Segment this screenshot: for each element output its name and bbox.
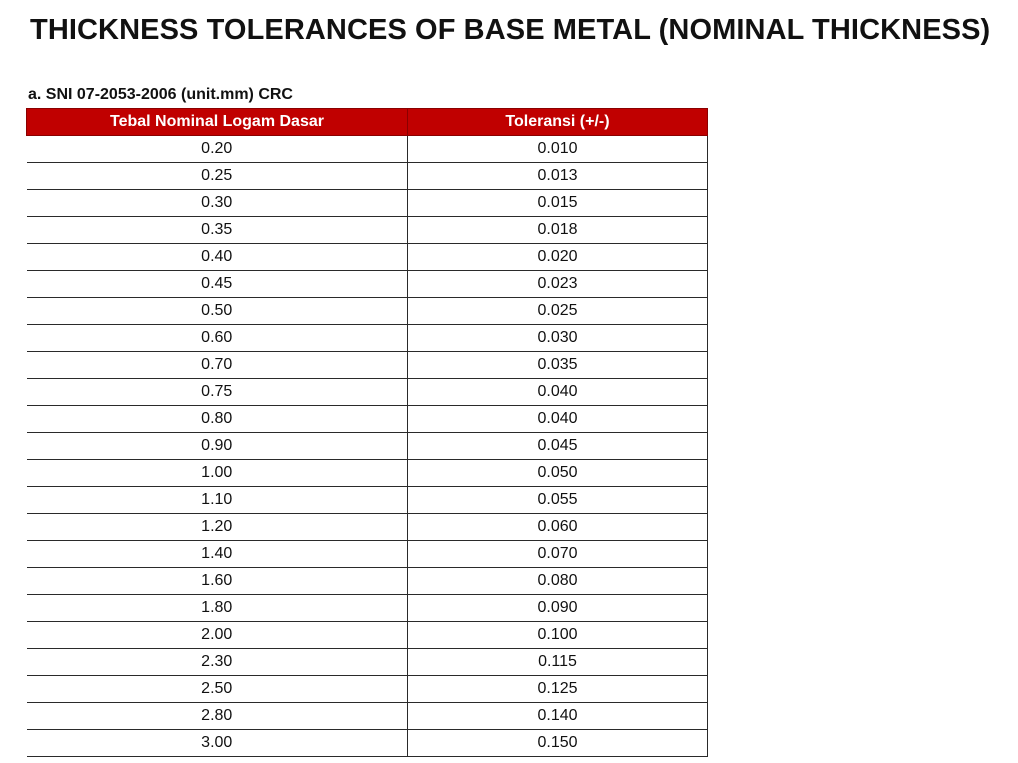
tolerance-cell: 0.150	[408, 730, 708, 757]
table-row	[27, 298, 708, 325]
table-body	[27, 136, 708, 757]
nominal-thickness-cell: 0.20	[27, 136, 408, 163]
tolerance-cell: 0.140	[408, 703, 708, 730]
tolerance-cell: 0.020	[408, 244, 708, 271]
table-row	[27, 514, 708, 541]
nominal-thickness-cell: 0.50	[27, 298, 408, 325]
header-tolerance: Toleransi (+/-)	[408, 109, 708, 136]
tolerance-cell: 0.050	[408, 460, 708, 487]
table-row	[27, 568, 708, 595]
nominal-thickness-cell: 2.00	[27, 622, 408, 649]
nominal-thickness-cell: 1.80	[27, 595, 408, 622]
table-row	[27, 271, 708, 298]
table-row	[27, 541, 708, 568]
tolerance-cell: 0.045	[408, 433, 708, 460]
table-row	[27, 163, 708, 190]
nominal-thickness-cell: 1.60	[27, 568, 408, 595]
tolerance-cell: 0.030	[408, 325, 708, 352]
tolerance-cell: 0.080	[408, 568, 708, 595]
tolerance-cell: 0.023	[408, 271, 708, 298]
table-row	[27, 676, 708, 703]
table-row	[27, 379, 708, 406]
table-row	[27, 190, 708, 217]
nominal-thickness-cell: 0.40	[27, 244, 408, 271]
tolerance-cell: 0.060	[408, 514, 708, 541]
nominal-thickness-cell: 2.30	[27, 649, 408, 676]
tolerance-cell: 0.040	[408, 406, 708, 433]
tolerance-cell: 0.115	[408, 649, 708, 676]
tolerance-cell: 0.055	[408, 487, 708, 514]
page-title: THICKNESS TOLERANCES OF BASE METAL (NOMINAL THICKNESS)	[30, 14, 991, 46]
tolerance-cell: 0.100	[408, 622, 708, 649]
table-row	[27, 730, 708, 757]
header-nominal-thickness: Tebal Nominal Logam Dasar	[27, 109, 408, 136]
table-row	[27, 136, 708, 163]
table-caption: a. SNI 07-2053-2006 (unit.mm) CRC	[28, 86, 293, 103]
tolerance-cell: 0.010	[408, 136, 708, 163]
table-row	[27, 325, 708, 352]
tolerance-cell: 0.035	[408, 352, 708, 379]
table-row	[27, 703, 708, 730]
table-row	[27, 433, 708, 460]
nominal-thickness-cell: 0.25	[27, 163, 408, 190]
table-row	[27, 487, 708, 514]
table-row	[27, 595, 708, 622]
tolerance-cell: 0.015	[408, 190, 708, 217]
tolerance-cell: 0.090	[408, 595, 708, 622]
tolerance-cell: 0.018	[408, 217, 708, 244]
table-row	[27, 649, 708, 676]
table-row	[27, 460, 708, 487]
nominal-thickness-cell: 0.45	[27, 271, 408, 298]
tolerance-cell: 0.025	[408, 298, 708, 325]
nominal-thickness-cell: 0.80	[27, 406, 408, 433]
nominal-thickness-cell: 1.10	[27, 487, 408, 514]
table-row	[27, 352, 708, 379]
table-row	[27, 244, 708, 271]
table-row	[27, 622, 708, 649]
nominal-thickness-cell: 0.70	[27, 352, 408, 379]
nominal-thickness-cell: 1.00	[27, 460, 408, 487]
table-header-row	[27, 109, 708, 136]
nominal-thickness-cell: 1.20	[27, 514, 408, 541]
nominal-thickness-cell: 2.50	[27, 676, 408, 703]
table-row	[27, 406, 708, 433]
tolerance-cell: 0.070	[408, 541, 708, 568]
nominal-thickness-cell: 0.30	[27, 190, 408, 217]
tolerance-cell: 0.013	[408, 163, 708, 190]
tolerance-cell: 0.040	[408, 379, 708, 406]
tolerance-cell: 0.125	[408, 676, 708, 703]
nominal-thickness-cell: 3.00	[27, 730, 408, 757]
nominal-thickness-cell: 0.90	[27, 433, 408, 460]
nominal-thickness-cell: 1.40	[27, 541, 408, 568]
nominal-thickness-cell: 0.60	[27, 325, 408, 352]
tolerance-table	[26, 108, 708, 757]
table-row	[27, 217, 708, 244]
nominal-thickness-cell: 0.75	[27, 379, 408, 406]
nominal-thickness-cell: 2.80	[27, 703, 408, 730]
nominal-thickness-cell: 0.35	[27, 217, 408, 244]
